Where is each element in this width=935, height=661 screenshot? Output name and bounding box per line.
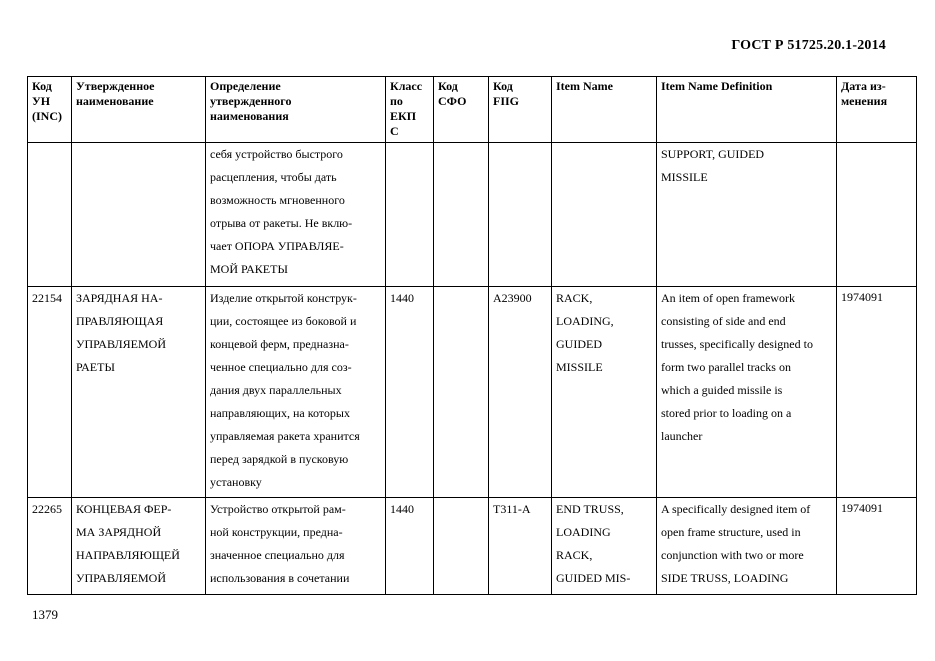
table-row bbox=[28, 498, 917, 595]
cell-sfo bbox=[434, 287, 489, 498]
header-change-date: Дата из- менения bbox=[837, 77, 917, 143]
cell-sfo bbox=[434, 143, 489, 287]
document-standard-header: ГОСТ Р 51725.20.1-2014 bbox=[731, 38, 886, 53]
cell-change-date: 1974091 bbox=[837, 287, 917, 498]
cell-fiig: T311-A bbox=[489, 498, 552, 595]
page-number: 1379 bbox=[32, 607, 58, 622]
header-item-name: Item Name bbox=[552, 77, 657, 143]
cell-definition: Устройство открытой рам- ной конструкции, предна- значенное специально для использования в сочетании bbox=[206, 498, 386, 595]
cell-inc bbox=[28, 143, 72, 287]
classification-table bbox=[27, 76, 917, 595]
cell-item-definition: A specifically designed item of open frame structure, used in conjunction with two or more SIDE TRUSS, LOADING bbox=[657, 498, 837, 595]
header-sfo: Код СФО bbox=[434, 77, 489, 143]
cell-item-definition: An item of open framework consisting of side and end trusses, specifically designed to form two parallel tracks on which a guided missile is stored prior to loading on a launcher bbox=[657, 287, 837, 498]
cell-class: 1440 bbox=[386, 498, 434, 595]
cell-inc: 22154 bbox=[28, 287, 72, 498]
header-definition: Определение утвержденного наименования bbox=[206, 77, 386, 143]
cell-inc: 22265 bbox=[28, 498, 72, 595]
header-class: Класс по ЕКП С bbox=[386, 77, 434, 143]
header-inc: Код УН (INC) bbox=[28, 77, 72, 143]
cell-definition: себя устройство быстрого расцепления, чтобы дать возможность мгновенного отрыва от ракеты. Не вклю- чает ОПОРА УПРАВЛЯЕ- МОЙ РАКЕТЫ bbox=[206, 143, 386, 287]
table-row bbox=[28, 287, 917, 498]
cell-item-name: RACK, LOADING, GUIDED MISSILE bbox=[552, 287, 657, 498]
table-header-row bbox=[28, 77, 917, 143]
cell-approved-name: ЗАРЯДНАЯ НА- ПРАВЛЯЮЩАЯ УПРАВЛЯЕМОЙ РАЕТЫ bbox=[72, 287, 206, 498]
cell-change-date: 1974091 bbox=[837, 498, 917, 595]
cell-class: 1440 bbox=[386, 287, 434, 498]
table-row bbox=[28, 143, 917, 287]
header-fiig: Код FIIG bbox=[489, 77, 552, 143]
header-item-definition: Item Name Definition bbox=[657, 77, 837, 143]
cell-class bbox=[386, 143, 434, 287]
cell-approved-name bbox=[72, 143, 206, 287]
cell-item-name: END TRUSS, LOADING RACK, GUIDED MIS- bbox=[552, 498, 657, 595]
cell-definition: Изделие открытой конструк- ции, состоящее из боковой и концевой ферм, предназна- ченное специально для соз- дания двух параллельных направляющих, на которых управляемая ракета хранится перед зарядкой в пусковую установку bbox=[206, 287, 386, 498]
header-approved-name: Утвержденное наименование bbox=[72, 77, 206, 143]
cell-change-date bbox=[837, 143, 917, 287]
cell-sfo bbox=[434, 498, 489, 595]
cell-fiig bbox=[489, 143, 552, 287]
cell-fiig: A23900 bbox=[489, 287, 552, 498]
cell-approved-name: КОНЦЕВАЯ ФЕР- МА ЗАРЯДНОЙ НАПРАВЛЯЮЩЕЙ УПРАВЛЯЕМОЙ bbox=[72, 498, 206, 595]
cell-item-definition: SUPPORT, GUIDED MISSILE bbox=[657, 143, 837, 287]
cell-item-name bbox=[552, 143, 657, 287]
